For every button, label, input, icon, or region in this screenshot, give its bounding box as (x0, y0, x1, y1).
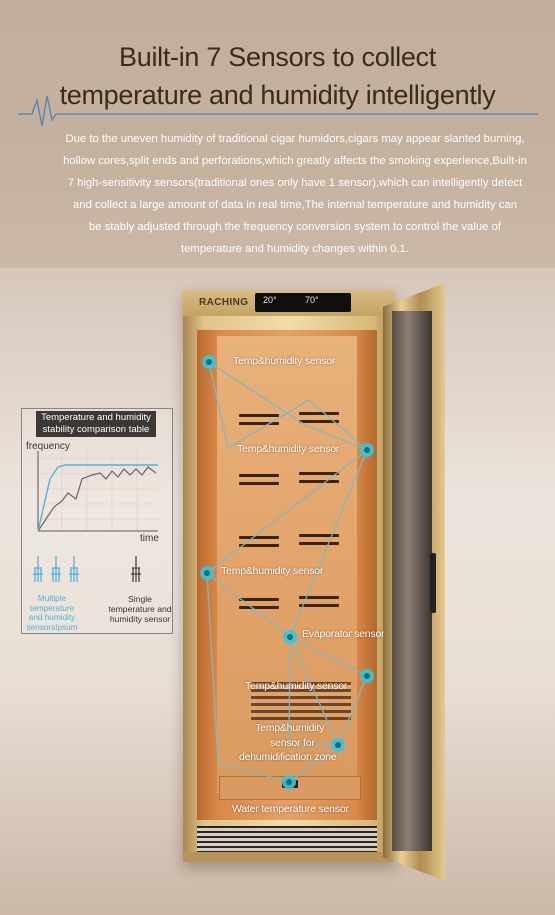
sensor-dot-icon (200, 566, 214, 580)
sensor-label: Temp&humidity sensor (221, 565, 324, 577)
stability-graph (32, 449, 162, 539)
intro-line: temperature and humidity changes within 0.1. (181, 243, 409, 255)
multi-sensor-curve (38, 465, 158, 531)
brand-logo: RACHING (199, 297, 249, 308)
sensor-dot-icon (282, 775, 296, 789)
sensor-label: Temp&humidity sensor (237, 443, 340, 455)
title-line-2: temperature and humidity intelligently (59, 80, 496, 110)
single-sensor-label-line: Single (128, 594, 152, 604)
sensor-label: Temp&humidity (255, 722, 325, 734)
comparison-title-line: Temperature and humidity (41, 412, 151, 423)
intro-line: Due to the uneven humidity of traditional cigar humidors,cigars may appear slanted burning, (65, 133, 525, 145)
intro-line: 7 high-sensitivity sensors(traditional ones only have 1 sensor),which can intelligently detect (67, 177, 523, 189)
title-line-1: Built-in 7 Sensors to collect (119, 42, 436, 72)
sensor-dot-icon (360, 443, 374, 457)
sensor-label: Water temperature sensor (232, 803, 349, 815)
sensor-dot-icon (331, 738, 345, 752)
intro-line: and collect a large amount of data in real time,The internal temperature and humidity can (73, 199, 517, 211)
sensor-label: Evaporator sensor (302, 628, 385, 640)
multi-sensor-label-line: and humidity (28, 613, 76, 622)
single-sensor-probe-icon (126, 554, 146, 590)
multi-sensor-label (22, 594, 82, 632)
comparison-title-line: stability comparison table (42, 424, 150, 435)
comparison-title (36, 411, 156, 437)
intro-line: hollow cores,split ends and perforations,which greatly affects the smoking experience,Built-in (63, 155, 527, 167)
sensor-label: Temp&humidity sensor (245, 680, 348, 692)
single-sensor-label-line: humidity sensor (109, 614, 171, 624)
display-humidity: 70° (305, 295, 319, 305)
comparison-panel (21, 408, 173, 634)
graph-grid (38, 451, 158, 531)
single-sensor-curve (38, 467, 156, 531)
sensor-label: sensor for (270, 737, 315, 749)
sensor-label: dehumidification zone (239, 751, 337, 763)
multi-sensor-probe-icon (30, 554, 86, 590)
single-sensor-label-line: temperature and (108, 604, 172, 614)
sensor-dot-icon (283, 630, 297, 644)
multi-sensor-label-line: sensorsIpsum (26, 622, 78, 632)
sensor-dot-icon (360, 669, 374, 683)
sensor-label: Temp&humidity sensor (233, 355, 336, 367)
single-sensor-label (108, 594, 172, 624)
intro-line: be stably adjusted through the frequency conversion system to control the value of (89, 221, 501, 233)
y-axis-label: frequency (26, 441, 70, 452)
x-axis-label: time (140, 533, 159, 544)
multi-sensor-label-line: Multiple temperature (29, 594, 75, 613)
display-temperature: 20° (263, 295, 277, 305)
sensor-dot-icon (202, 355, 216, 369)
